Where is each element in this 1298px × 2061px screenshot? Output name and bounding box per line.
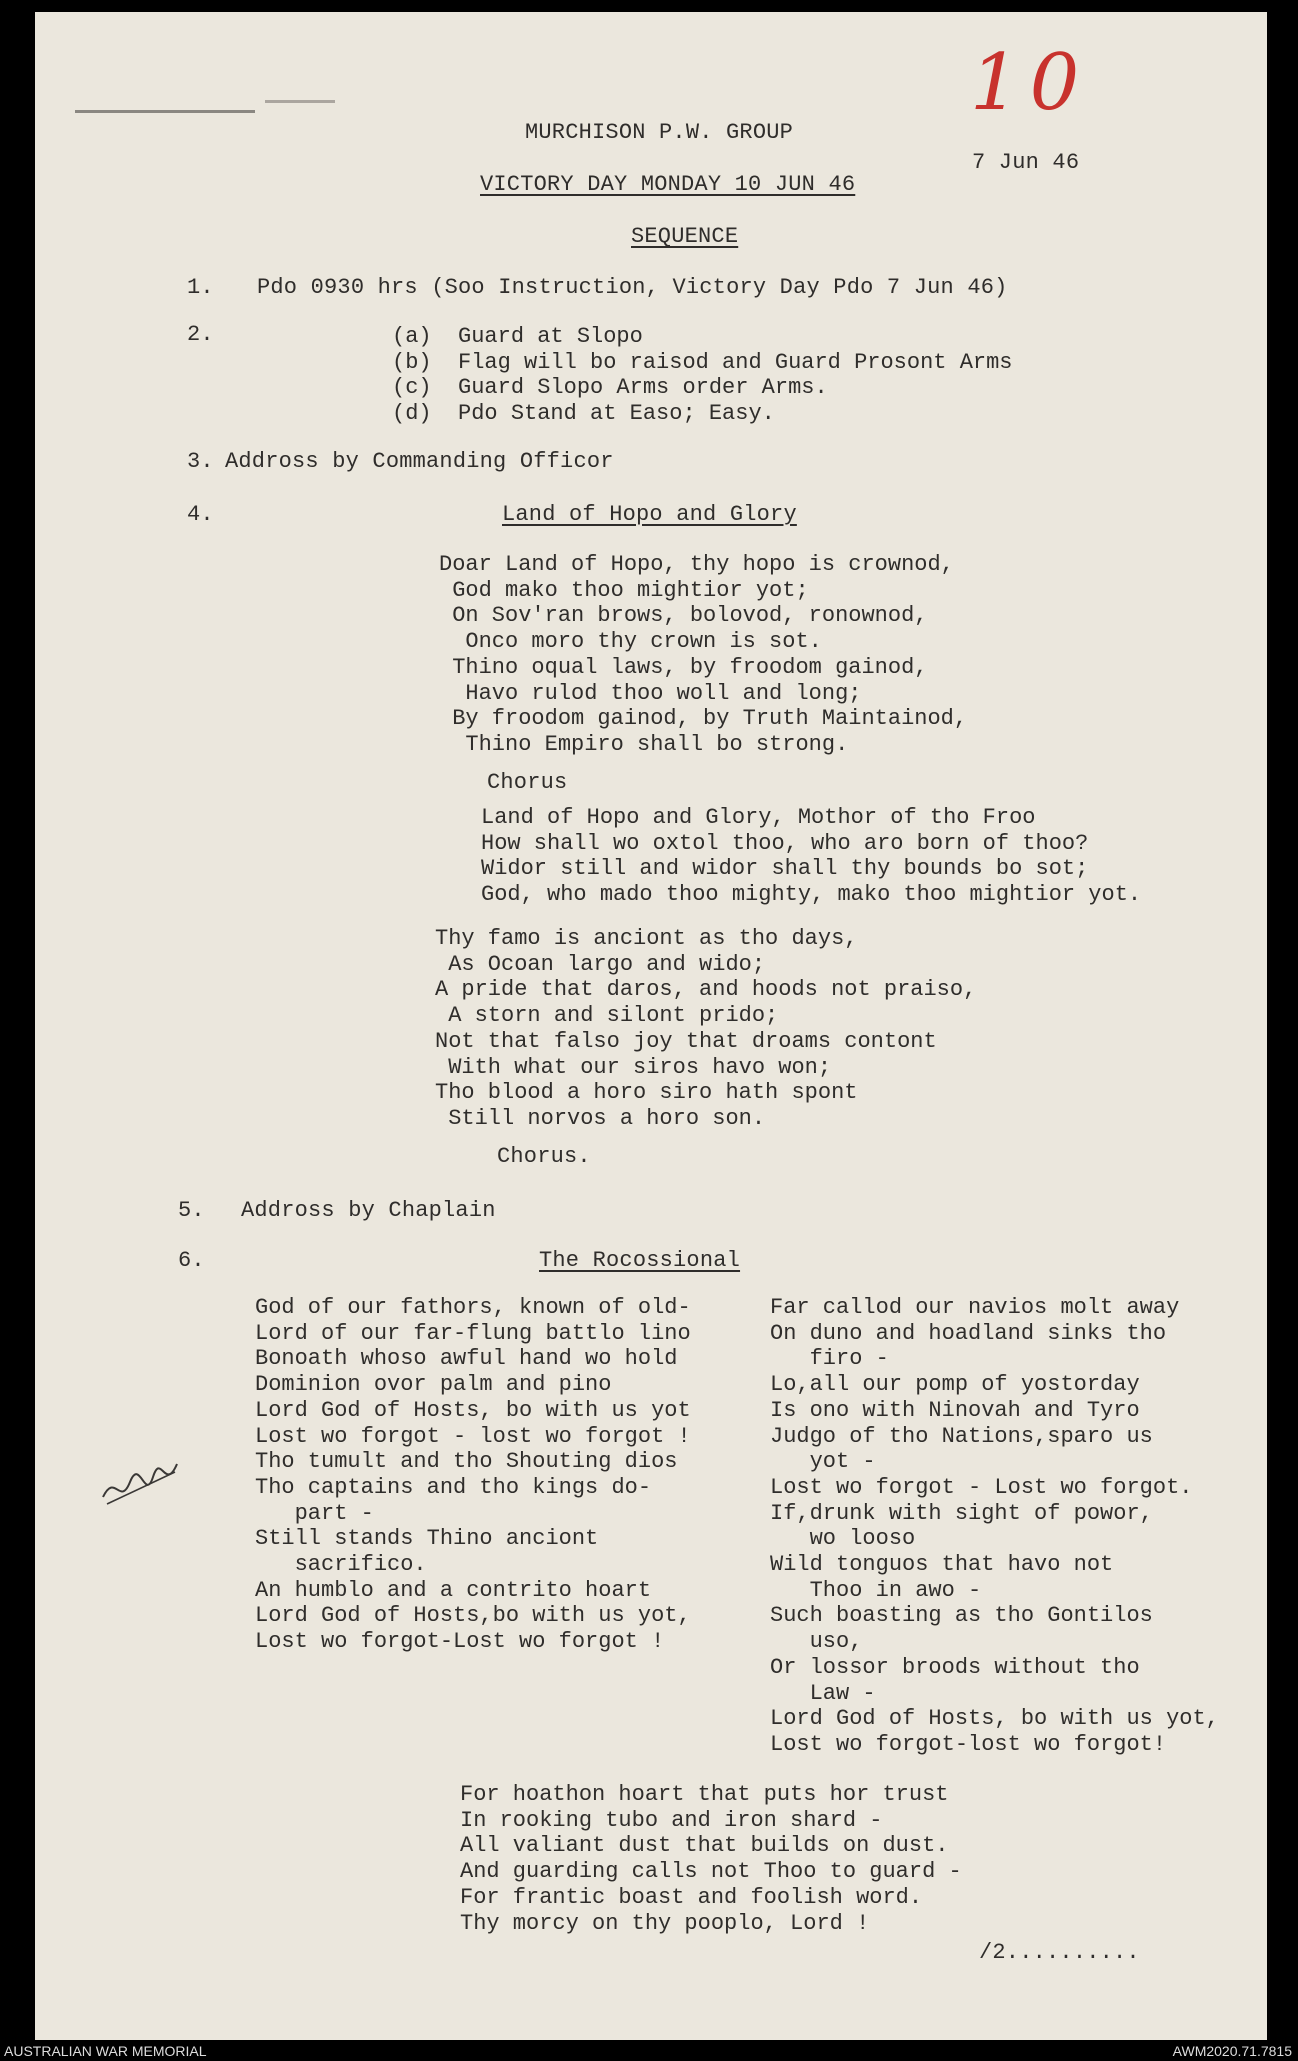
item-number-1: 1.: [187, 275, 214, 300]
verse-line: Lost wo forgot-lost wo forgot!: [770, 1731, 1167, 1757]
item-number-2: 2.: [187, 322, 214, 347]
chorus-line: Widor still and widor shall thy bounds bo sot;: [481, 856, 1089, 882]
recessional-left-column: [255, 1295, 691, 1655]
ink-smudge: [75, 110, 255, 113]
event-heading: VICTORY DAY MONDAY 10 JUN 46: [480, 172, 856, 197]
verse-line: God of our fathors, known of old-: [255, 1295, 691, 1320]
document-page: [35, 12, 1267, 2040]
handwritten-initials-mark: [95, 1452, 185, 1512]
verse-line: Dominion ovor palm and pino: [255, 1372, 612, 1398]
item-text-5: Addross by Chaplain: [241, 1198, 496, 1223]
verse-line: Tho blood a horo siro hath spont: [435, 1080, 858, 1106]
verse-line: Is ono with Ninovah and Tyro: [770, 1397, 1140, 1423]
verse-line: Thino oqual laws, by froodom gainod,: [439, 654, 928, 680]
hymn1-verse1: [439, 552, 967, 758]
handwritten-page-number: 10: [970, 38, 1090, 128]
verse-line: uso,: [770, 1629, 863, 1655]
verse-line: All valiant dust that builds on dust.: [460, 1833, 949, 1859]
verse-line: Lord God of Hosts,bo with us yot,: [255, 1603, 691, 1629]
hymn1-verse2: [435, 926, 976, 1132]
verse-line: sacrifico.: [255, 1552, 427, 1578]
verse-line: Lord God of Hosts, bo with us yot,: [770, 1706, 1219, 1732]
recessional-final-verse: [460, 1782, 962, 1936]
verse-line: And guarding calls not Thoo to guard -: [460, 1859, 962, 1885]
verse-line: Lord of our far-flung battlo lino: [255, 1320, 691, 1346]
chorus-line: How shall wo oxtol thoo, who aro born of thoo?: [481, 830, 1089, 856]
item-2-sublist: [392, 324, 1013, 427]
verse-line: God mako thoo mightior yot;: [439, 577, 809, 603]
group-heading: MURCHISON P.W. GROUP: [525, 120, 794, 145]
verse-line: On Sov'ran brows, bolovod, ronownod,: [439, 603, 928, 629]
verse-line: Thy famo is anciont as tho days,: [435, 926, 858, 951]
verse-line: Lost wo forgot-Lost wo forgot !: [255, 1629, 665, 1655]
item-text-3: Addross by Commanding Officor: [225, 449, 614, 474]
chorus-repeat: Chorus.: [497, 1144, 591, 1169]
sub-item: (a) Guard at Slopo: [392, 324, 643, 349]
hymn-title-recessional: The Rocossional: [539, 1248, 741, 1273]
sub-item: (c) Guard Slopo Arms order Arms.: [392, 375, 828, 401]
verse-line: Wild tonguos that havo not: [770, 1552, 1114, 1578]
verse-line: On duno and hoadland sinks tho: [770, 1320, 1167, 1346]
verse-line: With what our siros havo won;: [435, 1054, 832, 1080]
verse-line: Lost wo forgot - lost wo forgot !: [255, 1423, 691, 1449]
document-date: 7 Jun 46: [972, 150, 1080, 175]
verse-line: Lord God of Hosts, bo with us yot: [255, 1397, 691, 1423]
verse-line: wo looso: [770, 1526, 916, 1552]
verse-line: part -: [255, 1500, 374, 1526]
chorus-line: Land of Hopo and Glory, Mothor of tho Froo: [481, 805, 1036, 830]
archive-credit: AUSTRALIAN WAR MEMORIAL: [4, 2043, 207, 2059]
item-text-1: Pdo 0930 hrs (Soo Instruction, Victory Day Pdo 7 Jun 46): [257, 275, 1008, 300]
item-number-6: 6.: [178, 1248, 205, 1273]
verse-line: Such boasting as tho Gontilos: [770, 1603, 1153, 1629]
verse-line: In rooking tubo and iron shard -: [460, 1807, 883, 1833]
verse-line: Tho captains and tho kings do-: [255, 1474, 652, 1500]
hymn1-chorus: [481, 805, 1141, 908]
verse-line: Havo rulod thoo woll and long;: [439, 680, 862, 706]
verse-line: Lo,all our pomp of yostorday: [770, 1372, 1140, 1398]
verse-line: Or lossor broods without tho: [770, 1654, 1140, 1680]
verse-line: firo -: [770, 1346, 889, 1372]
item-number-5: 5.: [178, 1198, 205, 1223]
verse-line: A pride that daros, and hoods not praiso,: [435, 977, 977, 1003]
verse-line: Not that falso joy that droams contont: [435, 1028, 937, 1054]
verse-line: Thino Empiro shall bo strong.: [439, 731, 849, 757]
archive-reference: AWM2020.71.7815: [1172, 2043, 1292, 2059]
chorus-label: Chorus: [487, 770, 568, 795]
verse-line: By froodom gainod, by Truth Maintainod,: [439, 706, 968, 732]
item-number-3: 3.: [187, 449, 214, 474]
verse-line: Lost wo forgot - Lost wo forgot.: [770, 1474, 1193, 1500]
page-continuation: /2..........: [979, 1940, 1140, 1965]
verse-line: Thy morcy on thy pooplo, Lord !: [460, 1910, 870, 1936]
verse-line: For hoathon hoart that puts hor trust: [460, 1782, 949, 1807]
verse-line: Far callod our navios molt away: [770, 1295, 1180, 1320]
sub-item: (b) Flag will bo raisod and Guard Prosont Arms: [392, 349, 1013, 375]
ink-smudge: [265, 100, 335, 103]
sub-item: (d) Pdo Stand at Easo; Easy.: [392, 401, 775, 427]
verse-line: A storn and silont prido;: [435, 1003, 779, 1029]
verse-line: Bonoath whoso awful hand wo hold: [255, 1346, 678, 1372]
verse-line: An humblo and a contrito hoart: [255, 1577, 652, 1603]
verse-line: Tho tumult and tho Shouting dios: [255, 1449, 678, 1475]
verse-line: If,drunk with sight of powor,: [770, 1500, 1153, 1526]
hymn-title-land-of-hope: Land of Hopo and Glory: [502, 502, 797, 527]
verse-line: For frantic boast and foolish word.: [460, 1884, 923, 1910]
verse-line: Still norvos a horo son.: [435, 1105, 766, 1131]
verse-line: Thoo in awo -: [770, 1577, 982, 1603]
verse-line: Doar Land of Hopo, thy hopo is crownod,: [439, 552, 954, 577]
verse-line: As Ocoan largo and wido;: [435, 951, 766, 977]
verse-line: Judgo of tho Nations,sparo us: [770, 1423, 1153, 1449]
item-number-4: 4.: [187, 502, 214, 527]
chorus-line: God, who mado thoo mighty, mako thoo mightior yot.: [481, 882, 1142, 908]
verse-line: Law -: [770, 1680, 876, 1706]
recessional-right-column: [770, 1295, 1219, 1758]
verse-line: yot -: [770, 1449, 876, 1475]
verse-line: Onco moro thy crown is sot.: [439, 629, 822, 655]
sequence-heading: SEQUENCE: [631, 224, 739, 249]
verse-line: Still stands Thino anciont: [255, 1526, 599, 1552]
